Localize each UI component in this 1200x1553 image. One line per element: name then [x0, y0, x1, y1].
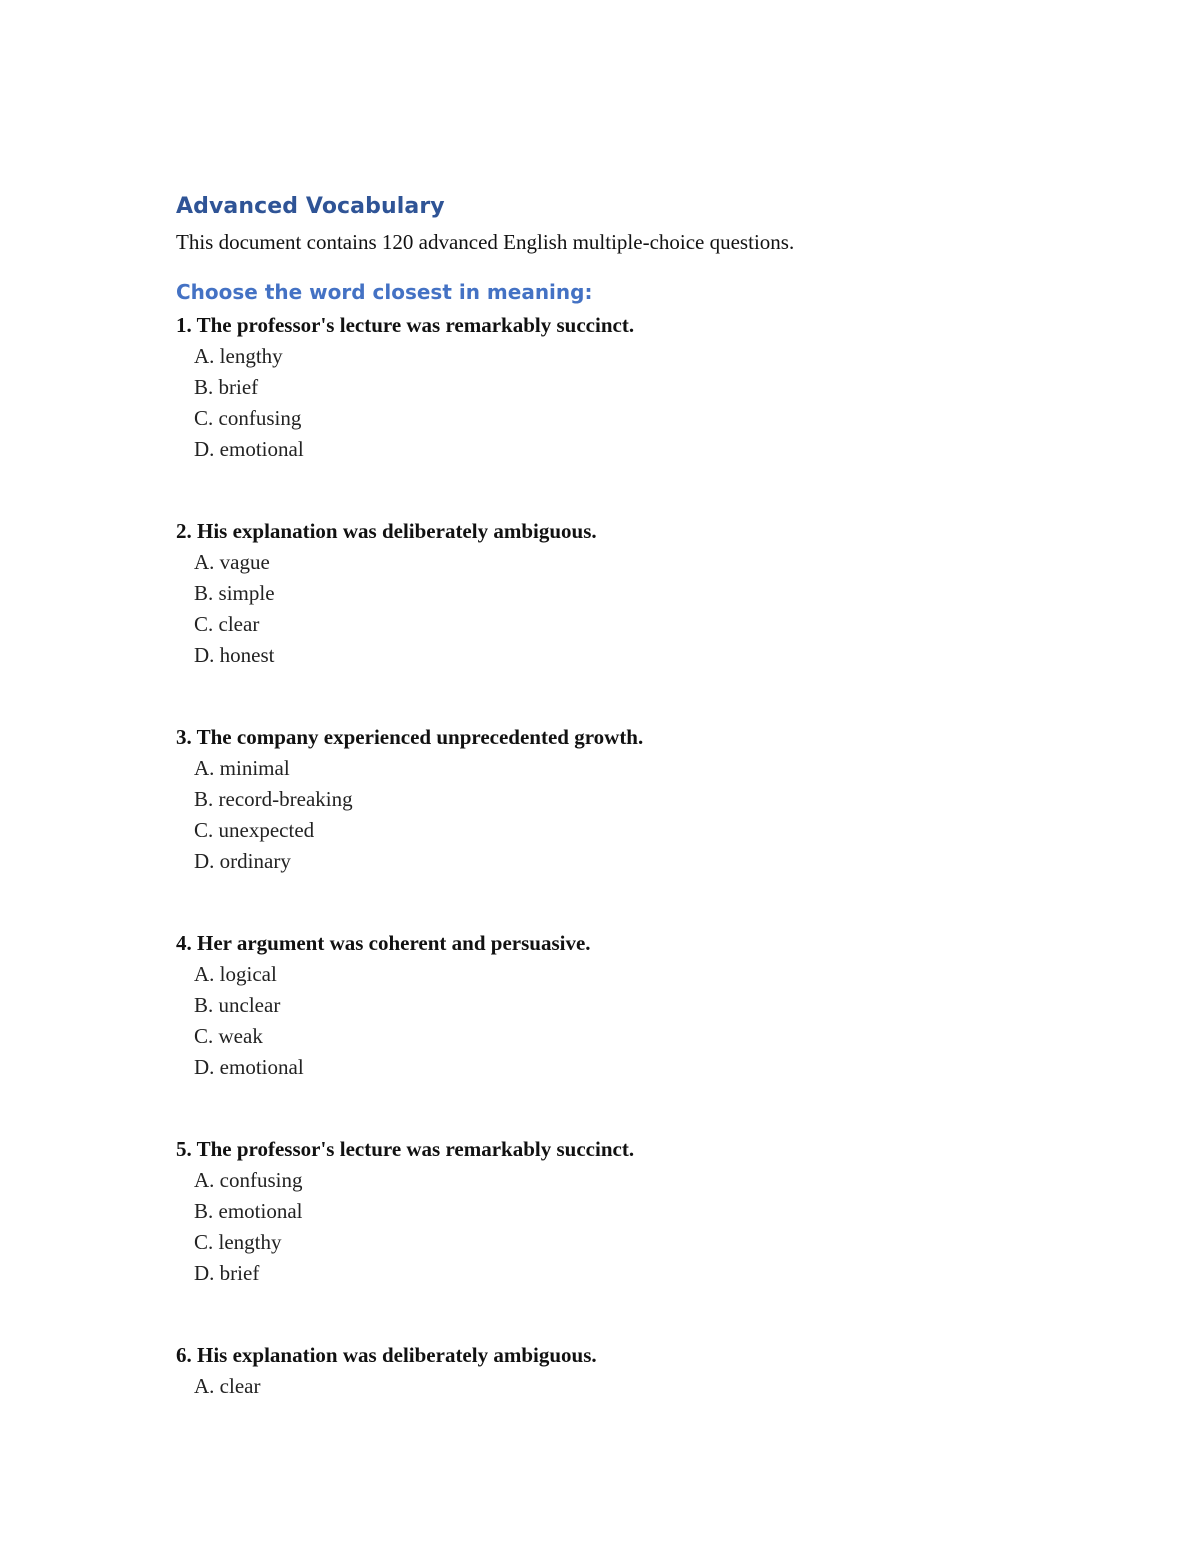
section-heading: Choose the word closest in meaning:	[176, 280, 593, 304]
answer-option	[194, 547, 1056, 578]
option-text: unclear	[218, 993, 281, 1017]
option-letter: D.	[194, 1261, 215, 1285]
question-block	[176, 516, 1056, 671]
answer-option	[194, 1371, 1056, 1402]
option-letter: C.	[194, 1230, 214, 1254]
answer-option	[194, 1021, 1056, 1052]
answer-options	[176, 341, 1056, 465]
option-text: lengthy	[219, 344, 283, 368]
option-text: confusing	[218, 406, 302, 430]
question-list	[176, 310, 1056, 1402]
option-letter: A.	[194, 1374, 215, 1398]
option-text: vague	[219, 550, 270, 574]
option-letter: D.	[194, 643, 215, 667]
answer-option	[194, 1227, 1056, 1258]
document-title: Advanced Vocabulary	[176, 194, 445, 219]
option-letter: A.	[194, 1168, 215, 1192]
answer-option	[194, 846, 1056, 877]
question-stem: 4. Her argument was coherent and persuasive.	[176, 931, 591, 955]
option-text: logical	[219, 962, 277, 986]
option-text: record-breaking	[218, 787, 353, 811]
answer-options	[176, 547, 1056, 671]
answer-option	[194, 372, 1056, 403]
option-letter: D.	[194, 437, 215, 461]
option-letter: C.	[194, 1024, 214, 1048]
answer-options	[176, 1165, 1056, 1289]
option-letter: A.	[194, 550, 215, 574]
answer-options	[176, 1371, 1056, 1402]
option-text: lengthy	[218, 1230, 282, 1254]
option-letter: A.	[194, 962, 215, 986]
answer-option	[194, 959, 1056, 990]
option-letter: B.	[194, 787, 214, 811]
option-text: emotional	[218, 1199, 303, 1223]
option-letter: B.	[194, 375, 214, 399]
option-text: minimal	[219, 756, 290, 780]
option-letter: D.	[194, 849, 215, 873]
option-text: clear	[218, 612, 260, 636]
answer-option	[194, 753, 1056, 784]
question-stem: 3. The company experienced unprecedented growth.	[176, 725, 644, 749]
option-letter: C.	[194, 406, 214, 430]
answer-option	[194, 341, 1056, 372]
question-stem: 5. The professor's lecture was remarkably succinct.	[176, 1137, 635, 1161]
document-body	[176, 190, 1056, 1402]
option-letter: B.	[194, 1199, 214, 1223]
answer-options	[176, 959, 1056, 1083]
answer-option	[194, 784, 1056, 815]
question-block	[176, 310, 1056, 465]
option-letter: C.	[194, 612, 214, 636]
answer-option	[194, 578, 1056, 609]
answer-option	[194, 434, 1056, 465]
question-block	[176, 1340, 1056, 1402]
option-letter: A.	[194, 756, 215, 780]
option-text: weak	[218, 1024, 263, 1048]
answer-option	[194, 403, 1056, 434]
option-text: emotional	[219, 437, 304, 461]
answer-option	[194, 640, 1056, 671]
option-text: clear	[219, 1374, 261, 1398]
option-text: brief	[219, 1261, 260, 1285]
option-letter: B.	[194, 581, 214, 605]
answer-option	[194, 1052, 1056, 1083]
answer-option	[194, 815, 1056, 846]
option-letter: D.	[194, 1055, 215, 1079]
option-text: simple	[218, 581, 275, 605]
option-letter: B.	[194, 993, 214, 1017]
option-letter: A.	[194, 344, 215, 368]
answer-option	[194, 609, 1056, 640]
answer-option	[194, 1258, 1056, 1289]
option-text: ordinary	[219, 849, 291, 873]
option-letter: C.	[194, 818, 214, 842]
option-text: brief	[218, 375, 259, 399]
answer-options	[176, 753, 1056, 877]
answer-option	[194, 1196, 1056, 1227]
question-stem: 6. His explanation was deliberately ambiguous.	[176, 1343, 597, 1367]
question-block	[176, 928, 1056, 1083]
answer-option	[194, 990, 1056, 1021]
option-text: honest	[219, 643, 275, 667]
question-block	[176, 1134, 1056, 1289]
question-block	[176, 722, 1056, 877]
option-text: confusing	[219, 1168, 303, 1192]
document-intro: This document contains 120 advanced English multiple-choice questions.	[176, 230, 795, 254]
question-stem: 1. The professor's lecture was remarkably succinct.	[176, 313, 635, 337]
option-text: unexpected	[218, 818, 315, 842]
answer-option	[194, 1165, 1056, 1196]
option-text: emotional	[219, 1055, 304, 1079]
question-stem: 2. His explanation was deliberately ambiguous.	[176, 519, 597, 543]
